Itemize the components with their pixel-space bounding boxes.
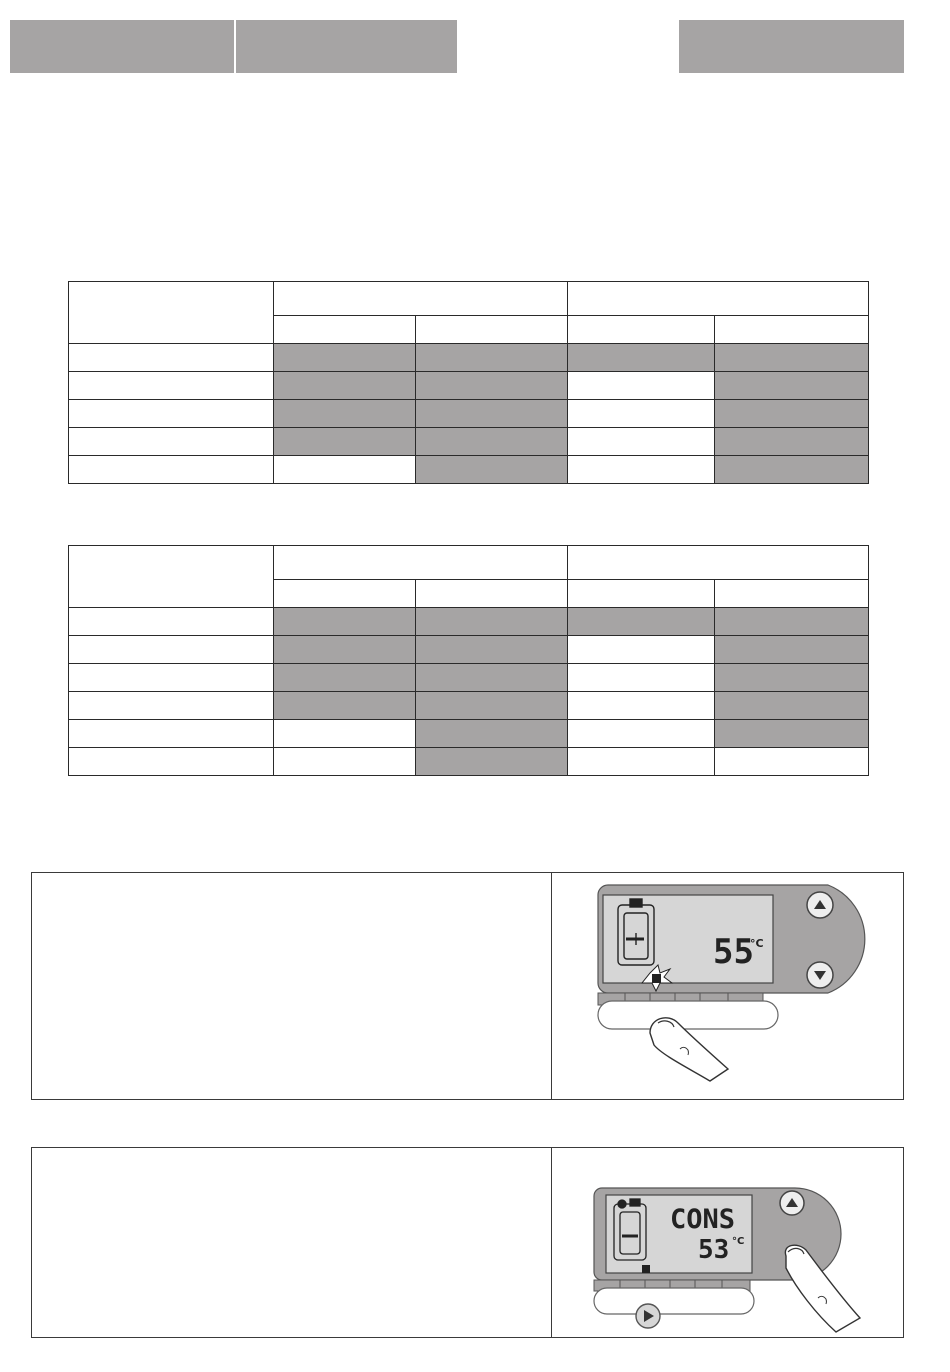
table-row	[69, 720, 869, 748]
table-row-label-cell	[69, 456, 274, 484]
table-cell-shaded	[715, 608, 869, 636]
mode-square-indicator	[652, 974, 661, 983]
controller-illustration	[550, 1148, 903, 1337]
table-row-label-cell	[69, 636, 274, 664]
controller-illustration	[550, 873, 903, 1099]
instruction-text-area	[32, 873, 552, 1099]
arrow-down-button[interactable]	[807, 962, 833, 988]
table-row-label-cell	[69, 608, 274, 636]
table-cell-shaded	[274, 344, 416, 372]
controller-drawing	[550, 1148, 903, 1337]
table-corner-cell	[69, 282, 274, 344]
table-cell	[568, 748, 715, 776]
table-cell-shaded	[416, 372, 568, 400]
table-row	[69, 664, 869, 692]
table-cell	[715, 748, 869, 776]
table-subheader-cell	[715, 316, 869, 344]
table-cell-shaded	[715, 456, 869, 484]
table-cell	[274, 748, 416, 776]
arrow-up-button[interactable]	[807, 892, 833, 918]
table-subheader-cell	[568, 316, 715, 344]
table-cell	[568, 664, 715, 692]
arrow-up-button[interactable]	[780, 1191, 804, 1215]
controller-drawing	[550, 873, 903, 1099]
table-cell-shaded	[715, 636, 869, 664]
table-corner-cell	[69, 546, 274, 608]
table-cell-shaded	[416, 664, 568, 692]
table-row	[69, 636, 869, 664]
table-cell-shaded	[274, 692, 416, 720]
selector-rail[interactable]	[598, 1001, 778, 1029]
table-cell-shaded	[416, 344, 568, 372]
table-row-label-cell	[69, 664, 274, 692]
temperature-readout: 53	[698, 1235, 730, 1265]
table-row	[69, 608, 869, 636]
table-row	[69, 344, 869, 372]
table-cell-shaded	[274, 372, 416, 400]
table-cell-shaded	[416, 720, 568, 748]
table-cell-shaded	[416, 636, 568, 664]
table-header-row	[69, 546, 869, 580]
temperature-unit: °C	[732, 1236, 745, 1247]
table-cell-shaded	[715, 400, 869, 428]
instruction-text-area	[32, 1148, 552, 1337]
table-row	[69, 748, 869, 776]
table-header-row	[69, 282, 869, 316]
table-cell-shaded	[715, 692, 869, 720]
table-row-label-cell	[69, 428, 274, 456]
table-row	[69, 692, 869, 720]
table-cell-shaded	[568, 344, 715, 372]
table-cell-shaded	[715, 428, 869, 456]
table-cell	[568, 636, 715, 664]
table-group-header	[274, 282, 568, 316]
table-cell	[274, 720, 416, 748]
table-row-label-cell	[69, 748, 274, 776]
table-row	[69, 400, 869, 428]
header-tab-bar	[10, 20, 904, 73]
table-subheader-cell	[715, 580, 869, 608]
table-row-label-cell	[69, 720, 274, 748]
table-cell-shaded	[416, 456, 568, 484]
table-cell-shaded	[715, 372, 869, 400]
display-mode-text: CONS	[670, 1204, 736, 1235]
table-group-header	[274, 546, 568, 580]
table-cell	[568, 720, 715, 748]
table-cell-shaded	[416, 692, 568, 720]
table-row-label-cell	[69, 400, 274, 428]
temperature-readout: 55	[713, 932, 754, 972]
table-row	[69, 456, 869, 484]
table-group-header	[568, 546, 869, 580]
table-cell-shaded	[416, 400, 568, 428]
table-row-label-cell	[69, 372, 274, 400]
table-cell	[274, 456, 416, 484]
table-cell-shaded	[274, 400, 416, 428]
mode-square-indicator	[642, 1265, 650, 1273]
table-cell-shaded	[715, 344, 869, 372]
table-cell-shaded	[715, 664, 869, 692]
table-cell-shaded	[416, 608, 568, 636]
table-subheader-cell	[274, 580, 416, 608]
header-tab-2	[236, 20, 457, 73]
instruction-panel-1	[31, 872, 904, 1100]
table-subheader-cell	[416, 580, 568, 608]
table-cell	[568, 456, 715, 484]
instruction-panel-2	[31, 1147, 904, 1338]
table-cell-shaded	[274, 636, 416, 664]
header-tab-4	[679, 20, 904, 73]
table-row	[69, 428, 869, 456]
table-cell-shaded	[274, 608, 416, 636]
table-cell	[568, 372, 715, 400]
table-cell-shaded	[715, 720, 869, 748]
table-cell	[568, 400, 715, 428]
play-button[interactable]	[636, 1304, 660, 1328]
table-row-label-cell	[69, 344, 274, 372]
compatibility-table-a	[68, 281, 869, 484]
table-cell-shaded	[274, 664, 416, 692]
table-subheader-cell	[568, 580, 715, 608]
table-cell-shaded	[416, 428, 568, 456]
table-subheader-cell	[274, 316, 416, 344]
table-cell	[568, 428, 715, 456]
table-cell-shaded	[274, 428, 416, 456]
table-cell-shaded	[568, 608, 715, 636]
table-row	[69, 372, 869, 400]
table-cell	[568, 692, 715, 720]
compatibility-table-b	[68, 545, 869, 776]
table-group-header	[568, 282, 869, 316]
table-row-label-cell	[69, 692, 274, 720]
table-cell-shaded	[416, 748, 568, 776]
header-tab-1	[10, 20, 234, 73]
table-subheader-cell	[416, 316, 568, 344]
selector-rail[interactable]	[594, 1288, 754, 1314]
temperature-unit: °C	[750, 937, 764, 950]
